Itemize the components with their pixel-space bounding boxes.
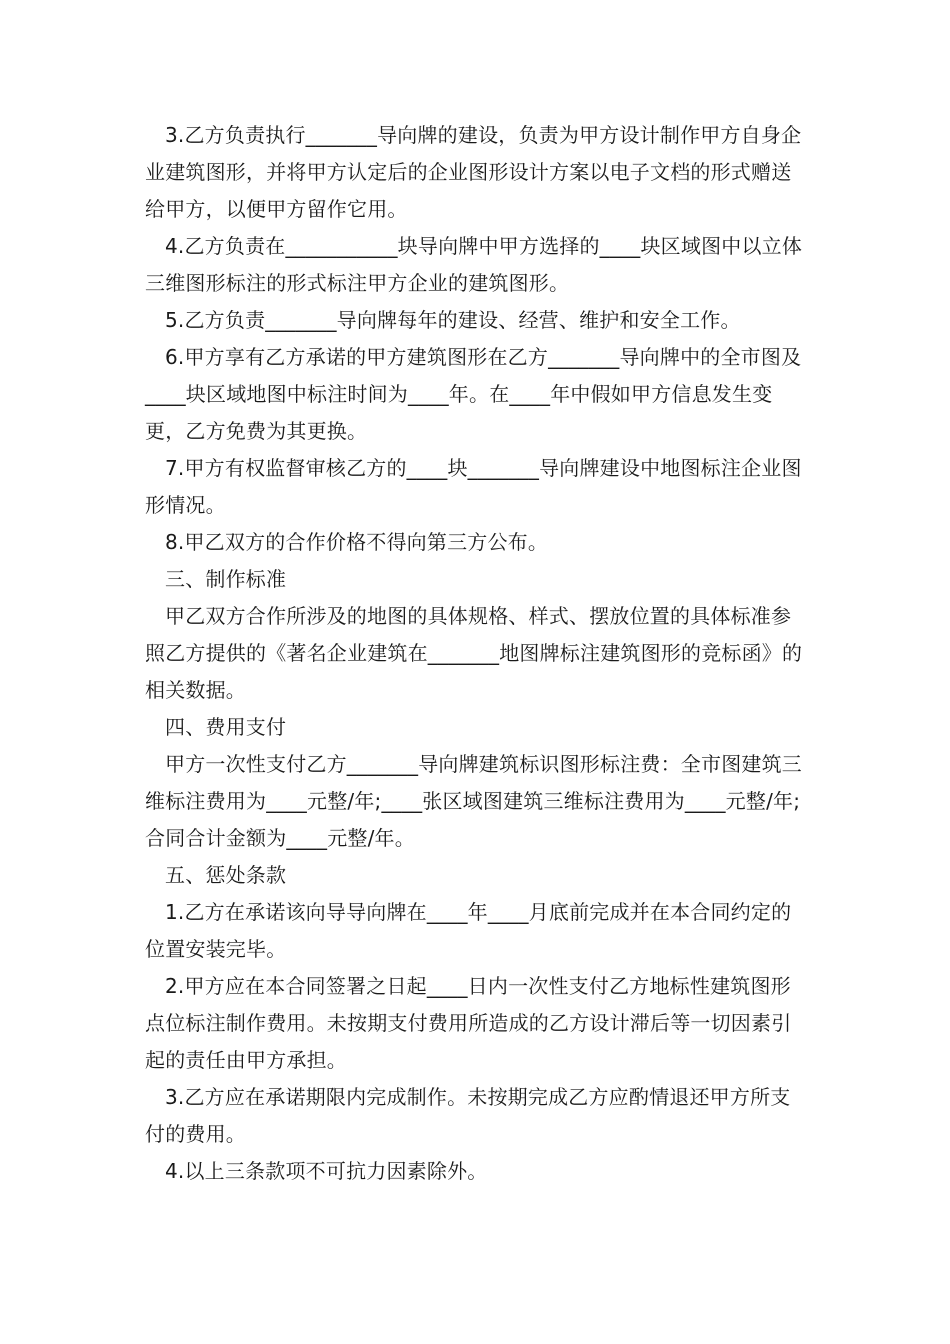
clause-7-supervision: 7.甲方有权监督审核乙方的____块_______导向牌建设中地图标注企业图形情况。 [145, 456, 802, 517]
section-3-body: 甲乙双方合作所涉及的地图的具体规格、样式、摆放位置的具体标准参照乙方提供的《著名企业建筑在_______地图牌标注建筑图形的竞标函》的相关数据。 [145, 604, 803, 702]
penalty-3: 3.乙方应在承诺期限内完成制作。未按期完成乙方应酌情退还甲方所支付的费用。 [145, 1085, 791, 1146]
section-3-heading: 三、制作标准 [165, 567, 287, 591]
penalty-1: 1.乙方在承诺该向导导向牌在____年____月底前完成并在本合同约定的位置安装完毕。 [145, 900, 792, 961]
section-5-heading: 五、惩处条款 [165, 863, 287, 887]
clause-6-rights: 6.甲方享有乙方承诺的甲方建筑图形在乙方_______导向牌中的全市图及____块区域地图中标注时间为____年。在____年中假如甲方信息发生变更，乙方免费为其更换。 [145, 345, 802, 443]
penalty-4: 4.以上三条款项不可抗力因素除外。 [165, 1159, 488, 1183]
clause-8-confidential: 8.甲乙双方的合作价格不得向第三方公布。 [165, 530, 549, 554]
section-4-body: 甲方一次性支付乙方_______导向牌建筑标识图形标注费：全市图建筑三维标注费用为____元整/年;____张区域图建筑三维标注费用为____元整/年;合同合计金额为____元整/年。 [145, 752, 802, 850]
clause-4-marking: 4.乙方负责在___________块导向牌中甲方选择的____块区域图中以立体三维图形标注的形式标注甲方企业的建筑图形。 [145, 234, 803, 295]
clause-3-design: 3.乙方负责执行_______导向牌的建设，负责为甲方设计制作甲方自身企业建筑图形，并将甲方认定后的企业图形设计方案以电子文档的形式赠送给甲方，以便甲方留作它用。 [145, 123, 802, 221]
document-body [145, 117, 810, 1190]
penalty-2: 2.甲方应在本合同签署之日起____日内一次性支付乙方地标性建筑图形点位标注制作费用。未按期支付费用所造成的乙方设计滞后等一切因素引起的责任由甲方承担。 [145, 974, 792, 1072]
clause-5-maintenance: 5.乙方负责_______导向牌每年的建设、经营、维护和安全工作。 [165, 308, 741, 332]
section-4-heading: 四、费用支付 [165, 715, 287, 739]
